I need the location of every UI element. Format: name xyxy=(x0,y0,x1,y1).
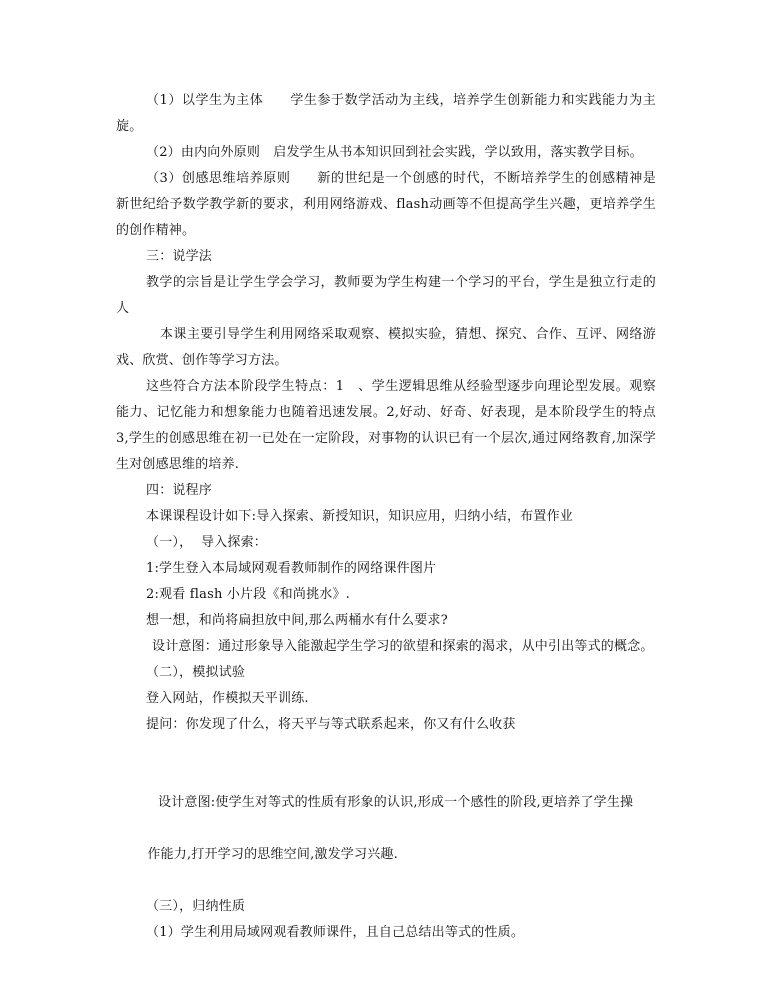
paragraph-design-intent-1: 设计意图：通过形象导入能激起学生学习的欲望和探索的渴求，从中引出等式的概念。 xyxy=(152,639,654,654)
section-heading-2: （二），模拟试验 xyxy=(146,665,246,680)
section-heading-3: （三），归纳性质 xyxy=(146,899,246,914)
section-heading-1: （一）， 导入探索： xyxy=(146,535,267,550)
heading-study-method: 三：说学法 xyxy=(146,249,213,264)
paragraph-think: 想一想，和尚将扁担放中间,那么两桶水有什么要求? xyxy=(146,613,448,628)
heading-procedure: 四：说程序 xyxy=(146,483,213,498)
paragraph-principle-2: （2）由内向外原则 启发学生从书本知识回到社会实践，学以致用，落实教学目标。 xyxy=(146,145,643,160)
paragraph-summarize: （1）学生利用局域网观看教师课件，且自己总结出等式的性质。 xyxy=(146,925,525,940)
paragraph-course-design: 本课课程设计如下:导入探索、新授知识，知识应用，归纳小结，布置作业 xyxy=(146,509,573,524)
paragraph-teaching-aim: 教学的宗旨是让学生学会学习，教师要为学生构建一个学习的平台，学生是独立行走的人 xyxy=(116,275,656,316)
paragraph-design-intent-2 xyxy=(116,738,656,894)
design-intent-2-line-2: 作能力,打开学习的思维空间,激发学习兴趣. xyxy=(147,847,398,862)
paragraph-login: 登入网站，作模拟天平训练. xyxy=(146,691,309,706)
design-intent-2-line-1: 设计意图:使学生对等式的性质有形象的认识,形成一个感性的阶段,更培养了学生操 xyxy=(158,795,634,810)
paragraph-principle-1: （1）以学生为主体 学生参于数学活动为主线，培养学生创新能力和实践能力为主旋。 xyxy=(116,93,656,134)
list-item-2: 2:观看 flash 小片段《和尚挑水》. xyxy=(146,587,351,602)
paragraph-student-traits: 这些符合方法本阶段学生特点：1 、学生逻辑思维从经验型逐步向理论型发展。观察能力、记忆能力和想象能力也随着迅速发展。2,好动、好奇、好表现，是本阶段学生的特点 3,学生的创感思维在初一已处在一定阶段，对事物的认识已有一个层次,通过网络教育,加深学生对创感思维的培养. xyxy=(116,379,661,472)
list-item-1: 1:学生登入本局域网观看教师制作的网络课件图片 xyxy=(146,561,437,576)
paragraph-question: 提问：你发现了什么，将天平与等式联系起来，你又有什么收获 xyxy=(146,717,516,732)
paragraph-principle-3: （3）创感思维培养原则 新的世纪是一个创感的时代，不断培养学生的创感精神是新世纪给予数学教学新的要求，利用网络游戏、flash动画等不但提高学生兴趣，更培养学生的创作精神。 xyxy=(116,171,656,238)
paragraph-learning-methods: 本课主要引导学生利用网络采取观察、模拟实验，猜想、探究、合作、互评、网络游戏、欣赏、创作等学习方法。 xyxy=(116,327,656,368)
